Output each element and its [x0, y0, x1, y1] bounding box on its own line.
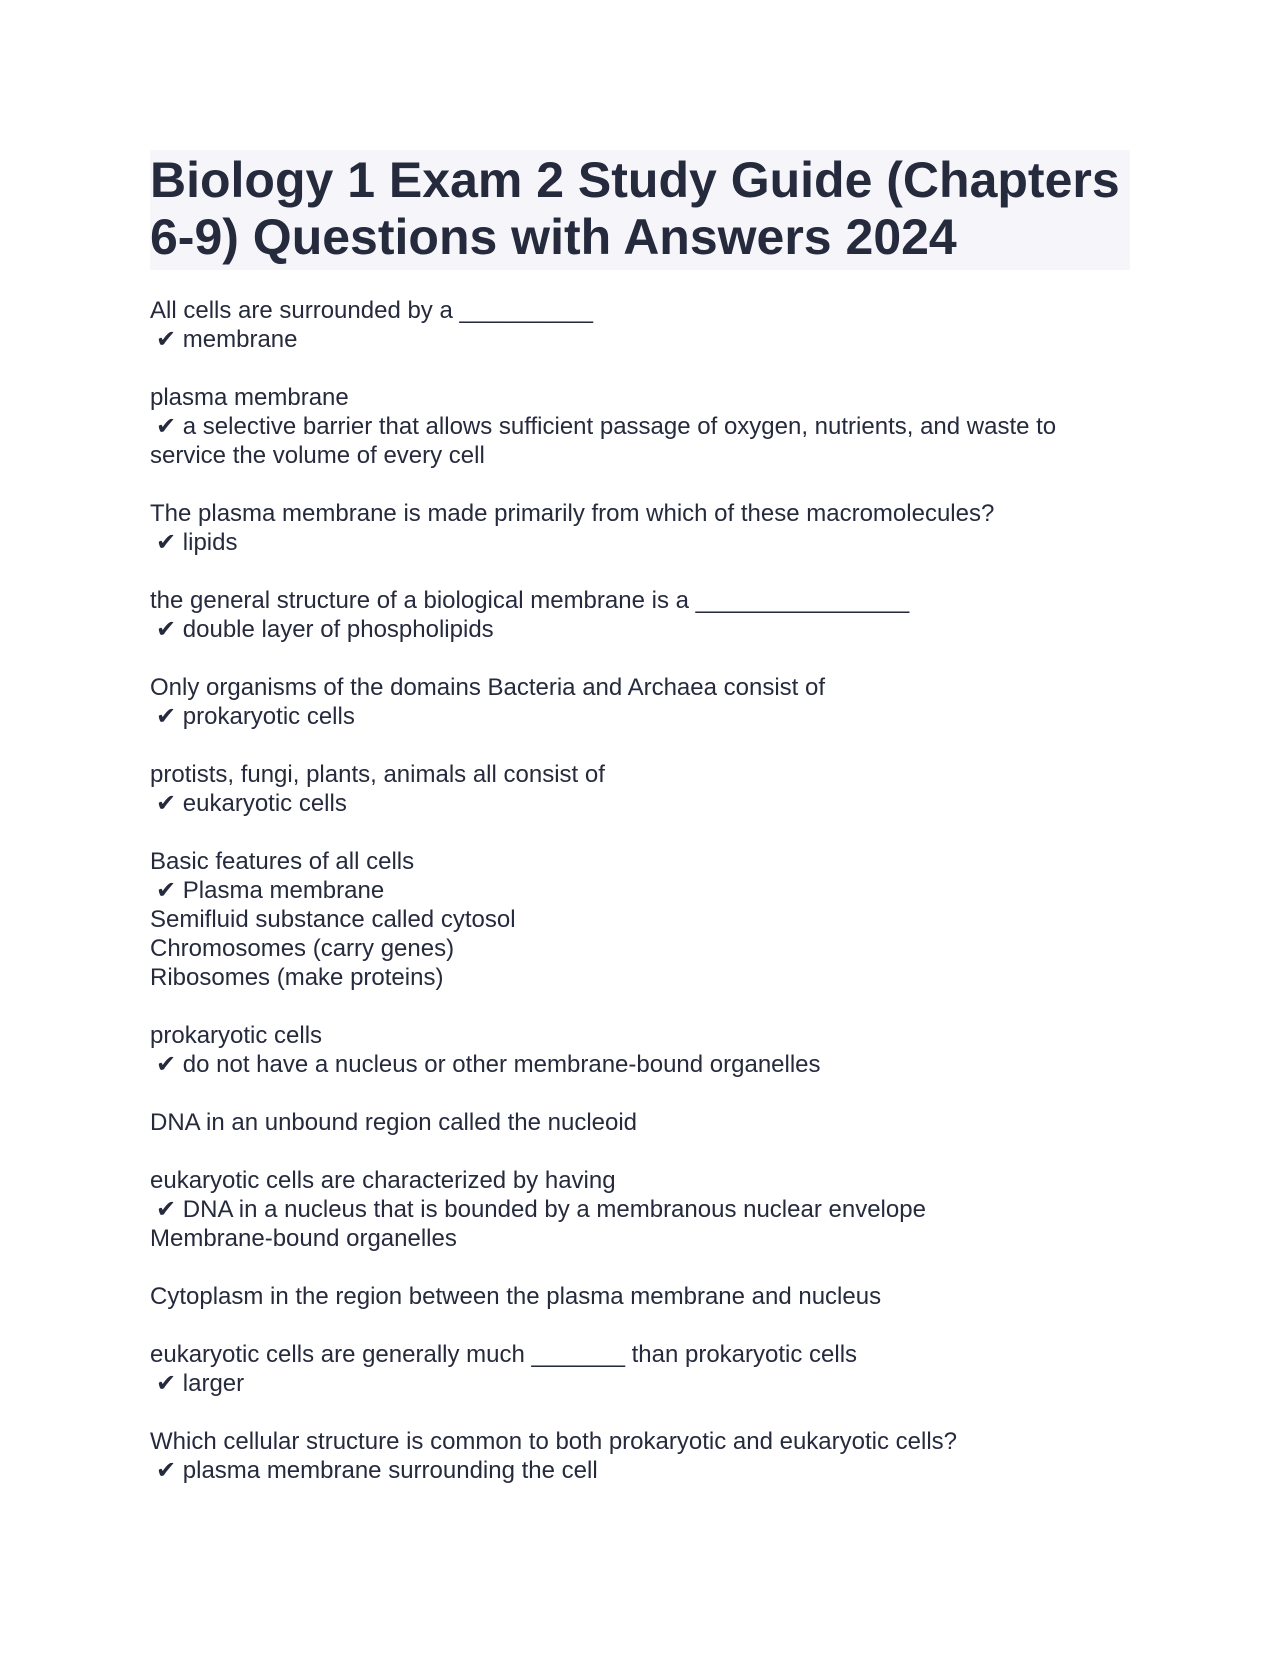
qa-item	[150, 673, 1130, 731]
answer-text: membrane	[182, 326, 298, 353]
answer-line	[150, 412, 1130, 441]
question-text: eukaryotic cells are generally much _______ than prokaryotic cells	[150, 1341, 858, 1368]
question-text: Which cellular structure is common to both prokaryotic and eukaryotic cells?	[150, 1428, 957, 1455]
check-mark-icon: ✔	[156, 616, 177, 643]
answer-line	[150, 528, 1130, 557]
question-text: protists, fungi, plants, animals all consist of	[150, 761, 605, 788]
qa-list	[150, 296, 1130, 1485]
question-text: the general structure of a biological membrane is a ________________	[150, 587, 910, 614]
answer-continuation: Semifluid substance called cytosol	[150, 906, 516, 933]
answer-continuation: Chromosomes (carry genes)	[150, 935, 455, 962]
check-mark-icon: ✔	[156, 1457, 177, 1484]
title-block	[150, 150, 1130, 270]
qa-item	[150, 499, 1130, 557]
answer-text: a selective barrier that allows sufficient passage of oxygen, nutrients, and waste to	[182, 413, 1057, 440]
check-mark-icon: ✔	[156, 413, 177, 440]
qa-item	[150, 1021, 1130, 1079]
answer-text: Plasma membrane	[182, 877, 385, 904]
check-mark-icon: ✔	[156, 529, 177, 556]
answer-text: do not have a nucleus or other membrane-bound organelles	[182, 1051, 821, 1078]
answer-text: prokaryotic cells	[182, 703, 355, 730]
answer-line	[150, 702, 1130, 731]
answer-line	[150, 1050, 1130, 1079]
answer-text: larger	[182, 1370, 245, 1397]
check-mark-icon: ✔	[156, 1196, 177, 1223]
answer-line	[150, 615, 1130, 644]
qa-item	[150, 586, 1130, 644]
question-text: plasma membrane	[150, 384, 349, 411]
answer-line	[150, 1195, 1130, 1224]
qa-item	[150, 296, 1130, 354]
check-mark-icon: ✔	[156, 1370, 177, 1397]
question-text: prokaryotic cells	[150, 1022, 323, 1049]
answer-text: lipids	[182, 529, 238, 556]
check-mark-icon: ✔	[156, 790, 177, 817]
answer-text: plasma membrane surrounding the cell	[182, 1457, 598, 1484]
title-line-2: 6-9) Questions with Answers 2024	[150, 209, 957, 265]
qa-item	[150, 383, 1130, 470]
question-text: Only organisms of the domains Bacteria and Archaea consist of	[150, 674, 826, 701]
document-page	[150, 150, 1130, 1514]
answer-line	[150, 325, 1130, 354]
answer-continuation: Ribosomes (make proteins)	[150, 964, 444, 991]
answer-line	[150, 876, 1130, 905]
qa-item	[150, 847, 1130, 992]
qa-item	[150, 760, 1130, 818]
answer-continuation: service the volume of every cell	[150, 442, 485, 469]
answer-text: eukaryotic cells	[182, 790, 347, 817]
question-text: DNA in an unbound region called the nucleoid	[150, 1109, 638, 1136]
check-mark-icon: ✔	[156, 877, 177, 904]
question-text: The plasma membrane is made primarily from which of these macromolecules?	[150, 500, 995, 527]
question-text: Basic features of all cells	[150, 848, 415, 875]
answer-continuation: Membrane-bound organelles	[150, 1225, 457, 1252]
qa-item	[150, 1108, 1130, 1137]
qa-item	[150, 1427, 1130, 1485]
qa-item	[150, 1282, 1130, 1311]
title-line-1: Biology 1 Exam 2 Study Guide (Chapters	[150, 152, 1120, 208]
question-text: Cytoplasm in the region between the plasma membrane and nucleus	[150, 1283, 882, 1310]
check-mark-icon: ✔	[156, 703, 177, 730]
answer-text: double layer of phospholipids	[182, 616, 494, 643]
answer-line	[150, 1456, 1130, 1485]
qa-item	[150, 1166, 1130, 1253]
qa-item	[150, 1340, 1130, 1398]
question-text: eukaryotic cells are characterized by having	[150, 1167, 616, 1194]
answer-line	[150, 1369, 1130, 1398]
answer-text: DNA in a nucleus that is bounded by a membranous nuclear envelope	[182, 1196, 926, 1223]
document-title	[150, 152, 1130, 266]
answer-line	[150, 789, 1130, 818]
check-mark-icon: ✔	[156, 326, 177, 353]
check-mark-icon: ✔	[156, 1051, 177, 1078]
question-text: All cells are surrounded by a __________	[150, 297, 593, 324]
